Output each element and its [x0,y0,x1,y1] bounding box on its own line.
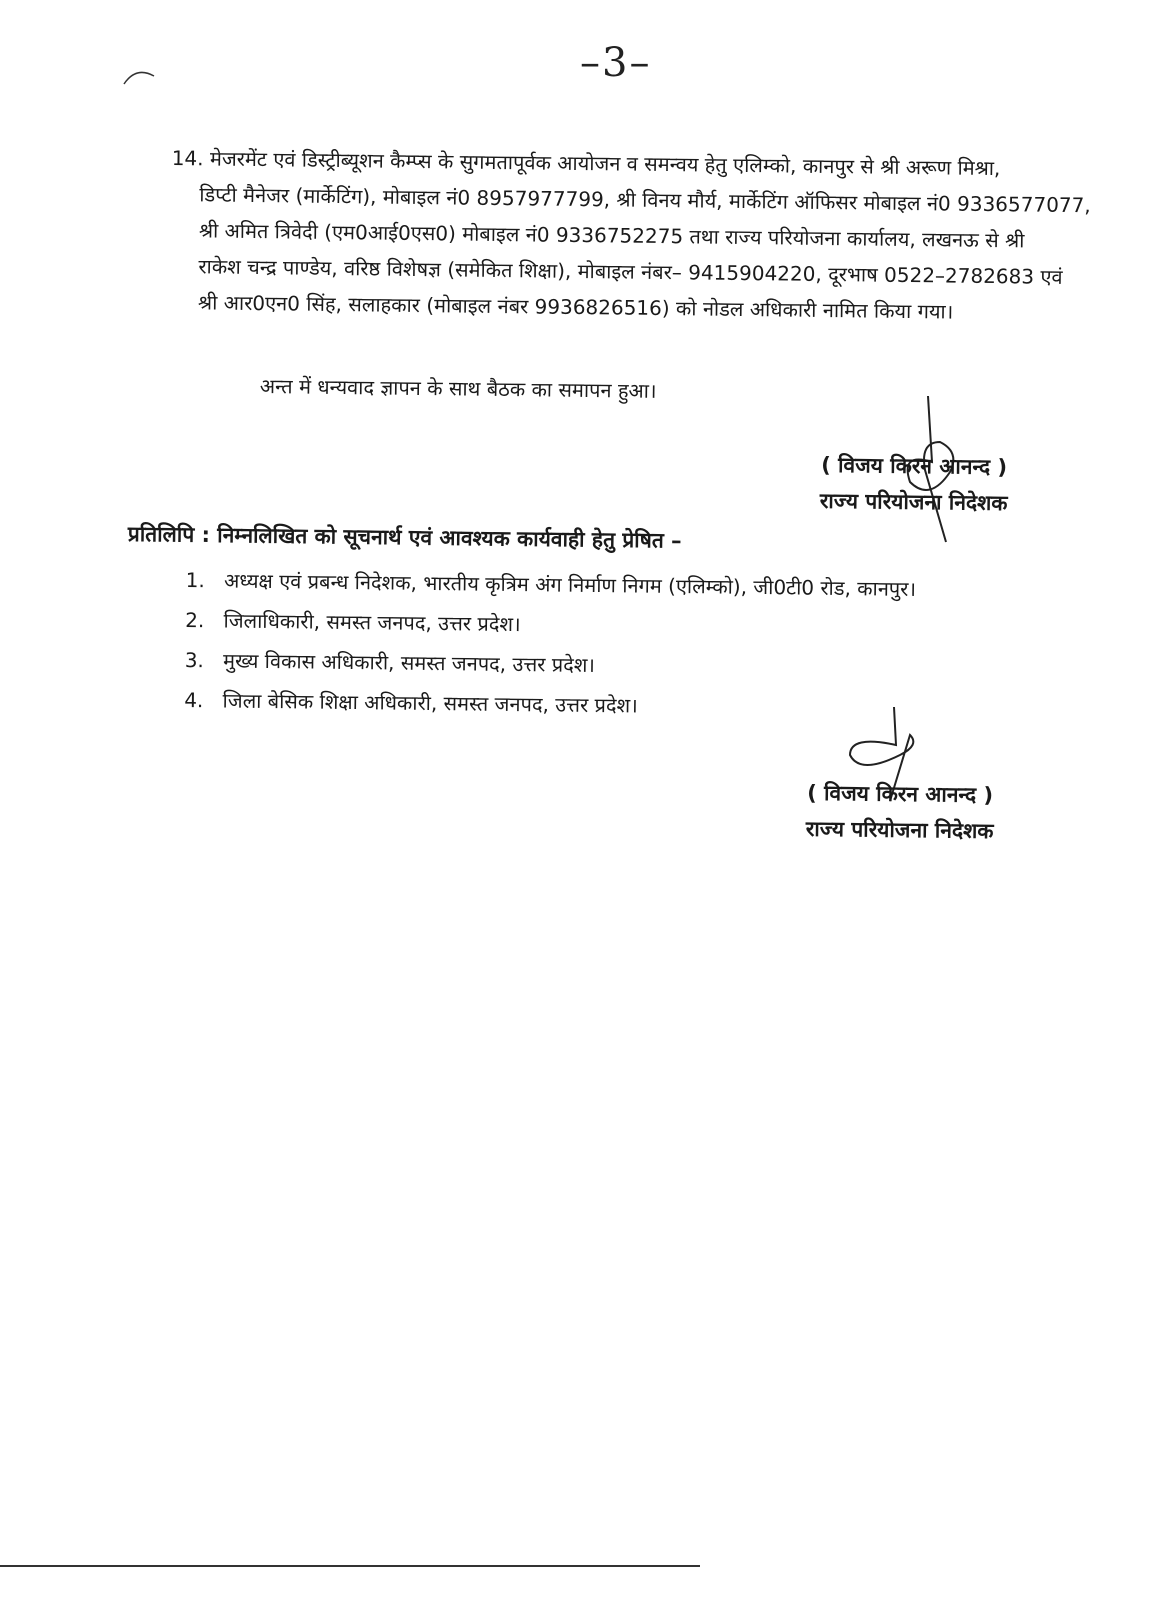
list-item-number: 1. [185,567,205,593]
paragraph-line: श्री अमित त्रिवेदी (एम0आई0एस0) मोबाइल नं0 9336752275 तथा राज्य परियोजना कार्यालय, लखनऊ से श्री [198,218,1025,253]
signatory-name: ( विजय किरन आनन्द ) [807,780,994,808]
list-item-text: मुख्य विकास अधिकारी, समस्त जनपद, उत्तर प्रदेश। [222,648,596,678]
page-number: –3– [580,40,652,86]
copy-to-list [184,560,916,729]
list-item-text: अध्यक्ष एवं प्रबन्ध निदेशक, भारतीय कृत्रिम अंग निर्माण निगम (एलिम्को), जी0टी0 रोड, कानपुर। [223,568,917,601]
signature-block-2 [806,775,995,849]
paragraph-line: राकेश चन्द्र पाण्डेय, वरिष्ठ विशेषज्ञ (समेकित शिक्षा), मोबाइल नंबर– 9415904220, दूरभाष 0522–2782683 एवं [198,254,1063,289]
copy-to-heading: प्रतिलिपि : निम्नलिखित को सूचनार्थ एवं आवश्यक कार्यवाही हेतु प्रेषित – [127,521,682,553]
paragraph-line: श्री आर0एन0 सिंह, सलाहकार (मोबाइल नंबर 9936826516) को नोडल अधिकारी नामित किया गया। [197,290,954,324]
closing-sentence: अन्त में धन्यवाद ज्ञापन के साथ बैठक का समापन हुआ। [259,373,657,403]
list-item-number: 2. [185,607,205,633]
list-item-number: 3. [184,647,205,673]
list-item-number: 4. [184,687,204,713]
list-item-text: जिला बेसिक शिक्षा अधिकारी, समस्त जनपद, उत्तर प्रदेश। [222,688,638,718]
signatory-title: राज्य परियोजना निदेशक [805,816,994,844]
paragraph-14 [170,140,1092,331]
signatory-title: राज्य परियोजना निदेशक [819,488,1008,516]
bottom-edge-rule [0,1565,700,1567]
paragraph-line: 14. मेजरमेंट एवं डिस्ट्रीब्यूशन कैम्प्स के सुगमतापूर्वक आयोजन व समन्वय हेतु एलिम्को, कानपुर से श्री अरूण मिश्रा, [171,145,1001,181]
signature-block-1 [820,447,1009,521]
paragraph-line: डिप्टी मैनेजर (मार्केटिंग), मोबाइल नं0 8957977799, श्री विनय मौर्य, मार्केटिंग ऑफिसर मोबाइल नं0 9336577077, [199,182,1091,218]
signatory-name: ( विजय किरन आनन्द ) [821,452,1008,480]
list-item [184,680,915,729]
corner-pen-mark [122,64,156,88]
list-item-text: जिलाधिकारी, समस्त जनपद, उत्तर प्रदेश। [223,608,521,637]
